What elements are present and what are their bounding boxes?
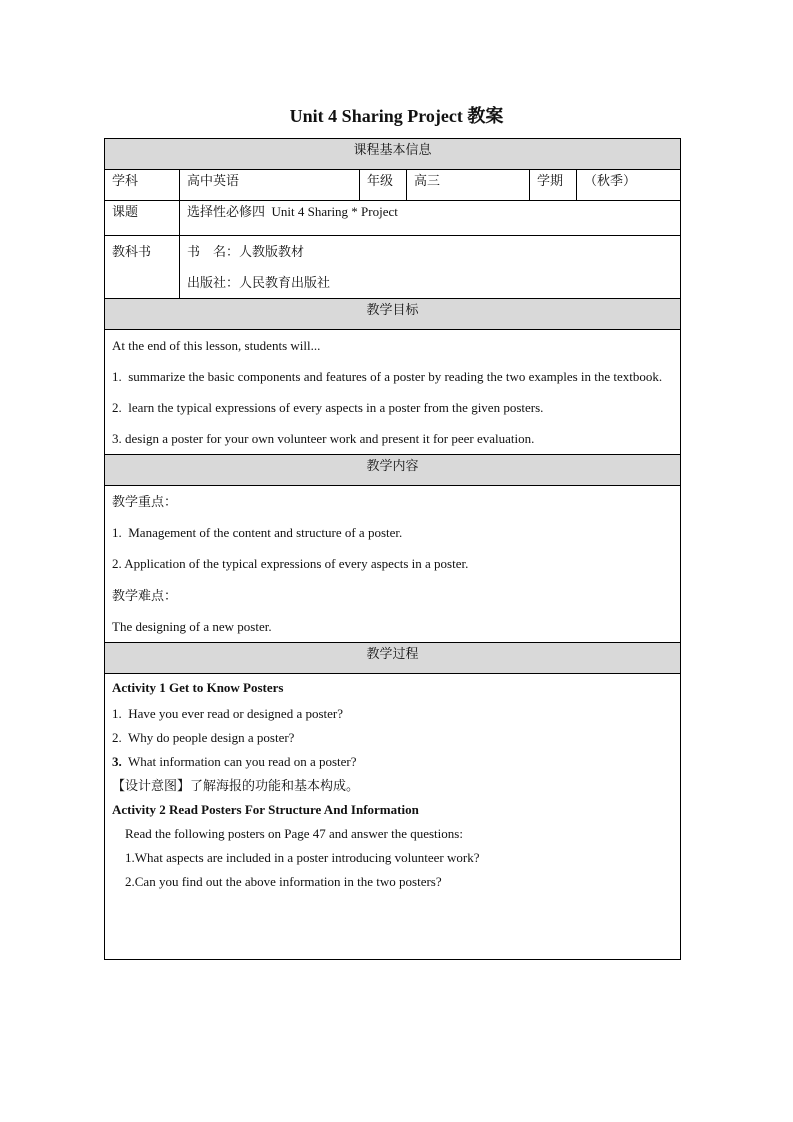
section-header-process (105, 643, 681, 674)
key-point-item: 1. Management of the content and structure of a poster. (112, 525, 403, 541)
textbook-label-text: 教科书 (112, 244, 152, 259)
objective-item: 2. learn the typical expressions of every aspects in a poster from the given posters. (112, 400, 544, 415)
activity-2-question: 2.Can you find out the above information in the two posters? (125, 874, 442, 890)
textbook-name: 书 名：人教版教材 (187, 244, 305, 259)
section-title: 教学过程 (105, 643, 681, 674)
activity-1-question: 1. Have you ever read or designed a poster? (112, 706, 344, 722)
objective-item: 3. design a poster for your own volunteer work and present it for peer evaluation. (112, 431, 535, 446)
difficulty-label: 教学难点： (112, 587, 178, 603)
key-point-item: 2. Application of the typical expressions of every aspects in a poster. (112, 556, 469, 572)
content-row (105, 486, 681, 643)
activity-1-question: 2. Why do people design a poster? (112, 730, 295, 746)
question-text: What information can you read on a poster? (121, 754, 357, 770)
info-row (105, 170, 681, 201)
activity-1-question (112, 750, 673, 774)
section-header-basic-info (105, 139, 681, 170)
objective-item: 1. summarize the basic components and features of a poster by reading the two examples in the textbook. (112, 369, 663, 384)
content-cell (105, 486, 681, 643)
design-intent: 【设计意图】了解海报的功能和基本构成。 (112, 778, 360, 794)
section-header-content (105, 455, 681, 486)
key-points-label: 教学重点： (112, 494, 178, 509)
activity-2-title: Activity 2 Read Posters For Structure And Information (112, 802, 419, 818)
topic-value: 选择性必修四 Unit 4 Sharing * Project (180, 201, 681, 236)
grade-label: 年级 (360, 170, 407, 201)
lesson-plan-table (104, 138, 681, 960)
activity-2-question: 1.What aspects are included in a poster introducing volunteer work? (125, 850, 480, 866)
section-title: 课程基本信息 (105, 139, 681, 170)
topic-label: 课题 (105, 201, 180, 236)
objectives-intro: At the end of this lesson, students will... (112, 338, 321, 353)
subject-label: 学科 (105, 170, 180, 201)
textbook-publisher: 出版社：人民教育出版社 (187, 275, 331, 290)
process-cell (105, 674, 681, 960)
section-title: 教学目标 (105, 299, 681, 330)
topic-row (105, 201, 681, 236)
grade-value: 高三 (407, 170, 530, 201)
section-title: 教学内容 (105, 455, 681, 486)
question-number: 3. (112, 754, 122, 770)
textbook-row (105, 236, 681, 299)
activity-2-intro: Read the following posters on Page 47 and answer the questions: (125, 826, 463, 842)
page-title: Unit 4 Sharing Project 教案 (289, 106, 504, 126)
subject-value: 高中英语 (180, 170, 360, 201)
difficulty-text: The designing of a new poster. (112, 618, 272, 634)
textbook-value (180, 236, 681, 299)
term-label: 学期 (530, 170, 577, 201)
activity-1-title: Activity 1 Get to Know Posters (112, 680, 284, 696)
textbook-label (105, 236, 180, 299)
section-header-objectives (105, 299, 681, 330)
term-value: （秋季） (577, 170, 681, 201)
process-row (105, 674, 681, 960)
objectives-cell (105, 330, 681, 455)
objectives-row (105, 330, 681, 455)
